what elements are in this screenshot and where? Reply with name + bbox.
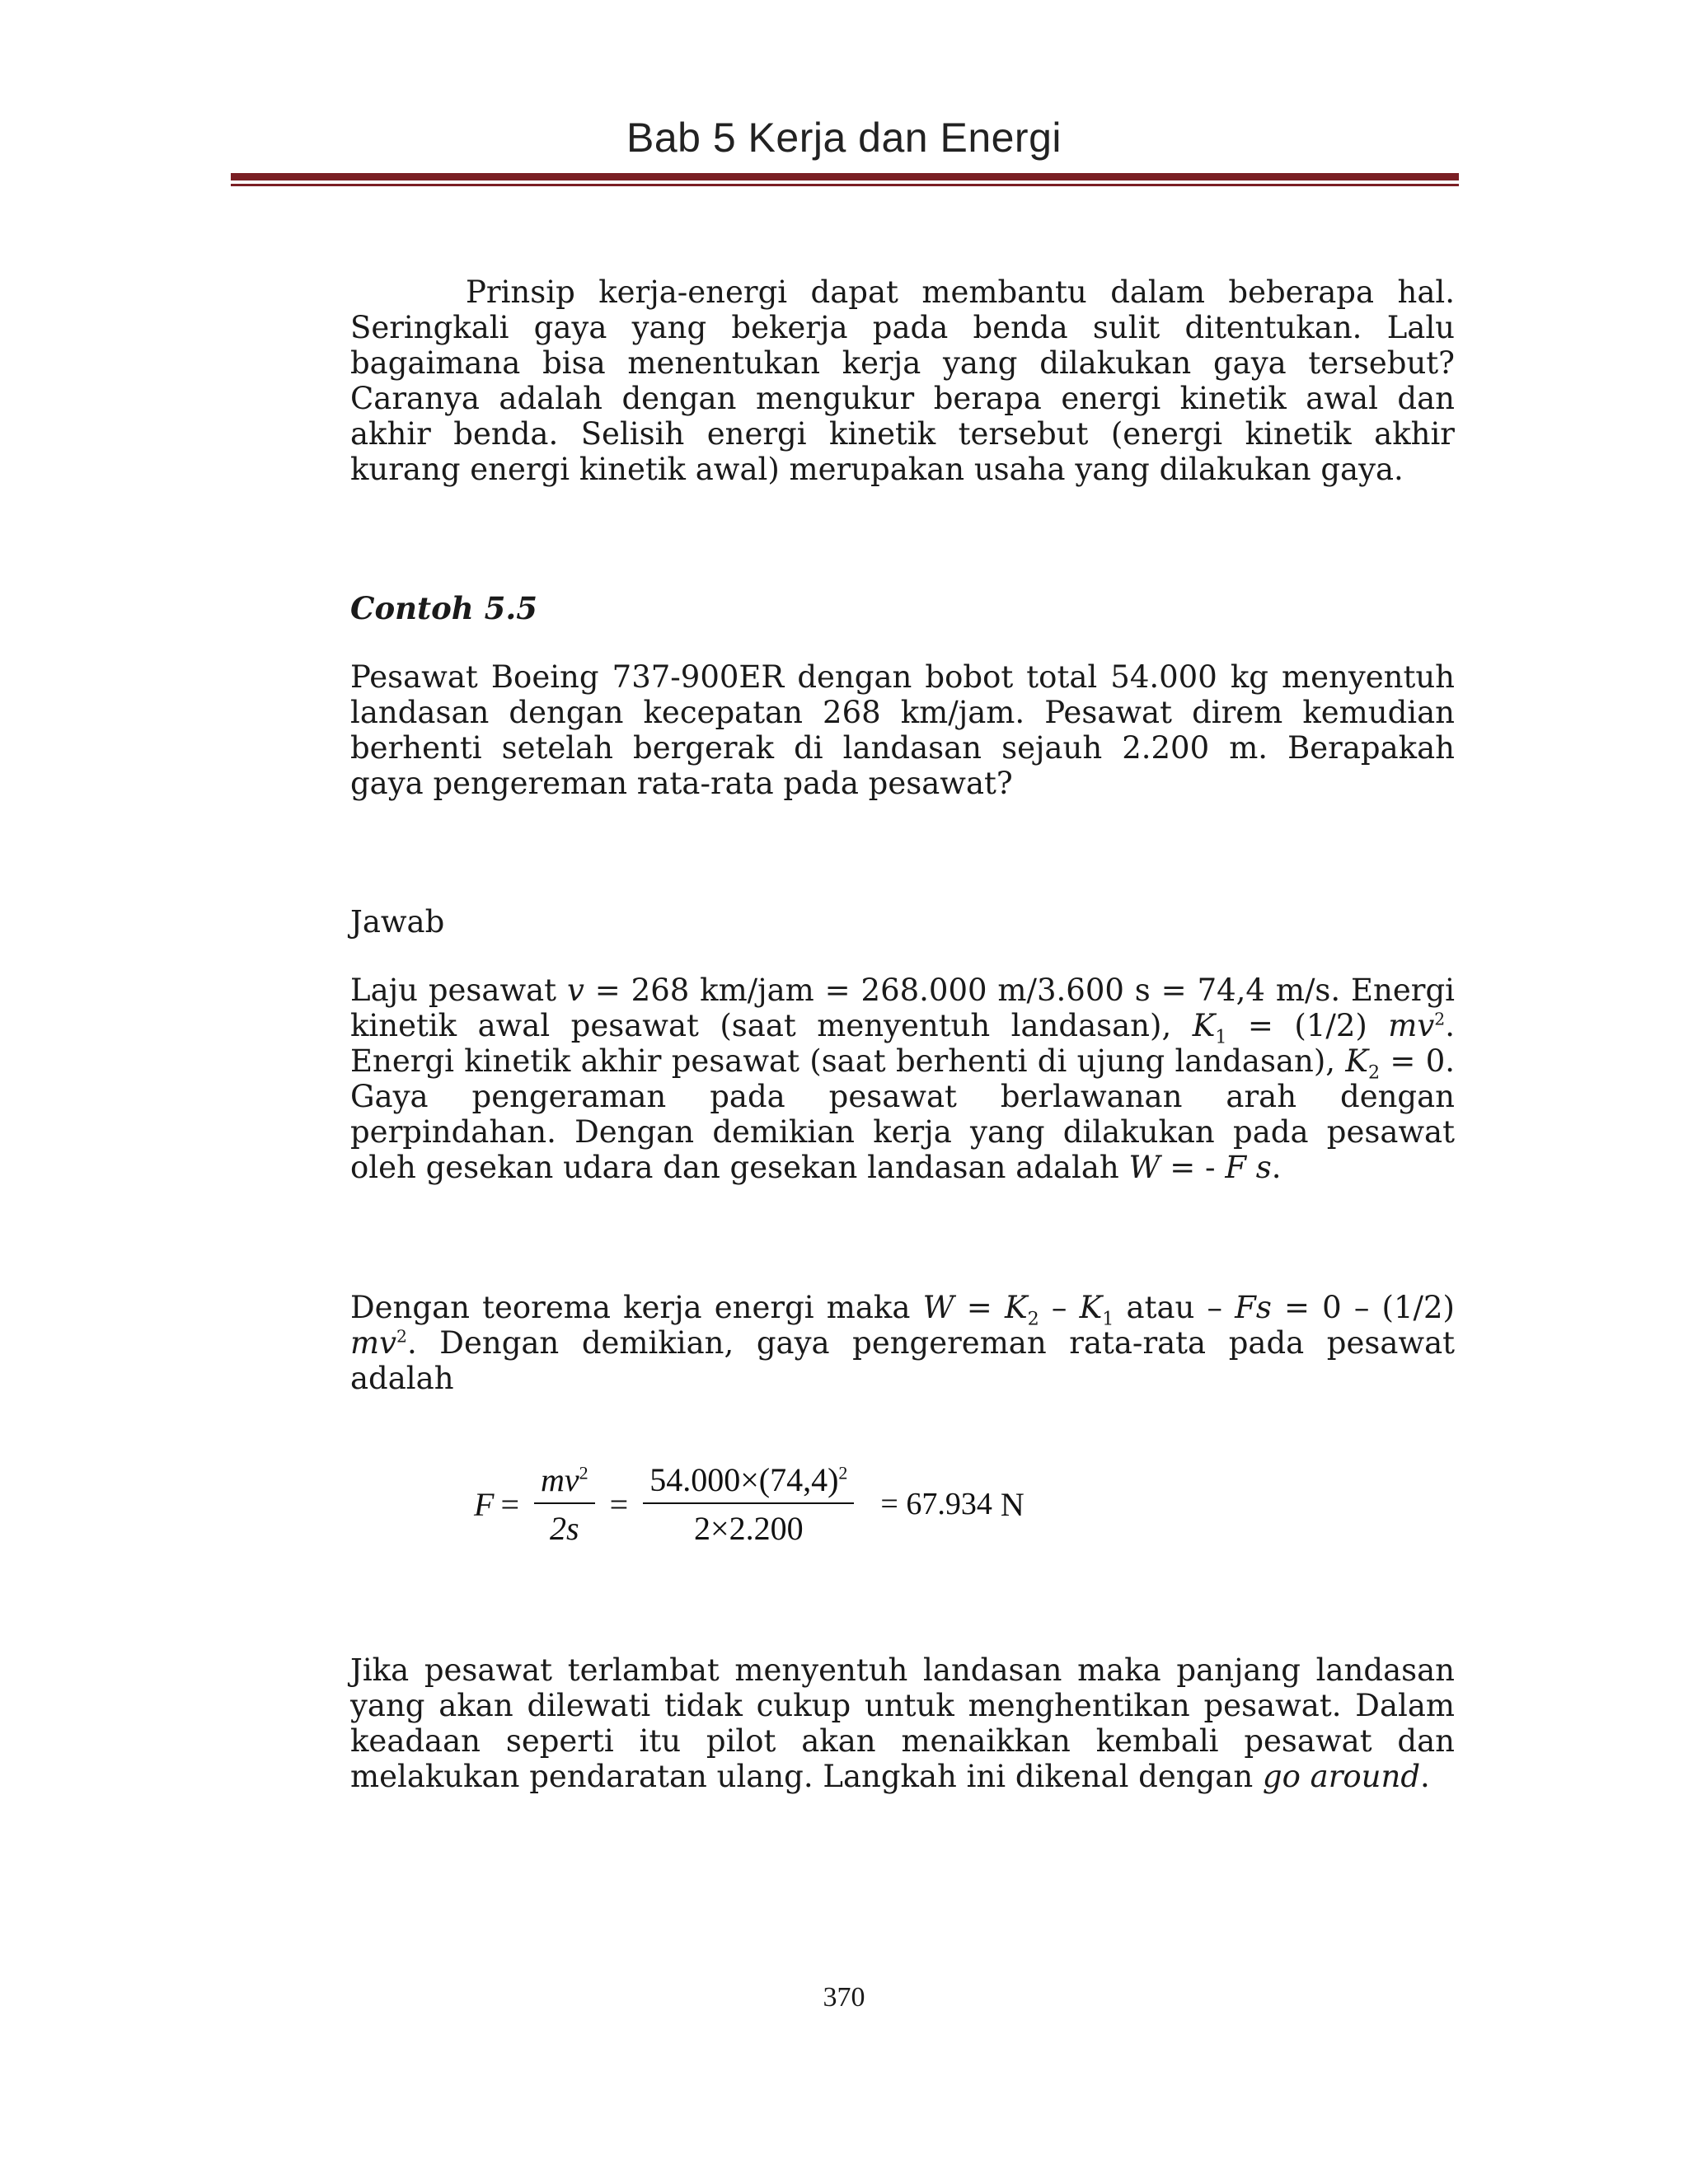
fraction-symbolic-numerator: $mv^2$ — [534, 1460, 595, 1504]
header-rule-thin — [231, 184, 1459, 186]
fraction-symbolic — [534, 1460, 595, 1548]
answer-paragraph-2: Dengan teorema kerja energi maka $W = K_2 - K_1$ atau – Fs = 0 – (1/2) $mv^2$. Dengan demikian, gaya pengereman rata-rata pada pesawat adalah — [350, 1290, 1455, 1396]
answer-paragraph-1: Laju pesawat v = 268 km/jam = 268.000 m/3.600 s = 74,4 m/s. Energi kinetik awal pesawat (saat menyentuh landasan), $K_1 = (1/2)$ $mv^2$. Energi kinetik akhir pesawat (saat berhenti di ujung landasan), $K_2 = 0$. Gaya pengeraman pada pesawat berlawanan arah dengan perpindahan. Dengan demikian kerja yang dilakukan pada pesawat oleh gesekan udara dan gesekan landasan adalah W = - F s. — [350, 972, 1456, 1185]
equation-lhs: F — [474, 1485, 495, 1523]
equation-result: = 67.934 — [880, 1487, 992, 1521]
fraction-symbolic-denominator: 2s — [550, 1510, 579, 1547]
braking-force-equation — [474, 1459, 1025, 1549]
fraction-numeric-denominator: 2×2.200 — [694, 1510, 804, 1547]
answer-label: Jawab — [350, 904, 445, 940]
page-number: 370 — [823, 1982, 865, 2013]
example-problem: Pesawat Boeing 737-900ER dengan bobot total 54.000 kg menyentuh landasan dengan kecepatan 268 km/jam. Pesawat direm kemudian berhenti setelah bergerak di landasan sejauh 2.200 m. Berapakah gaya pengereman rata-rata pada pesawat? — [350, 659, 1455, 801]
chapter-header-title: Bab 5 Kerja dan Energi — [626, 115, 1062, 161]
final-paragraph: Jika pesawat terlambat menyentuh landasan maka panjang landasan yang akan dilewati tidak cukup untuk menghentikan pesawat. Dalam keadaan seperti itu pilot akan menaikkan kembali pesawat dan melakukan pendaratan ulang. Langkah ini dikenal dengan go around. — [350, 1652, 1455, 1794]
equation-unit: N — [1000, 1485, 1025, 1523]
fraction-numeric-numerator: $54.000\times(74,4)^2$ — [643, 1460, 854, 1504]
equation-equals-1: = — [500, 1485, 519, 1523]
intro-paragraph: Prinsip kerja-energi dapat membantu dalam beberapa hal. Seringkali gaya yang bekerja pada benda sulit ditentukan. Lalu bagaimana bisa menentukan kerja yang dilakukan gaya tersebut? Caranya adalah dengan mengukur berapa energi kinetik awal dan akhir benda. Selisih energi kinetik tersebut (energi kinetik akhir kurang energi kinetik awal) merupakan usaha yang dilakukan gaya. — [350, 274, 1455, 487]
fraction-numeric — [643, 1460, 854, 1548]
equation-equals-2: = — [609, 1485, 629, 1523]
header-rule-thick — [231, 173, 1459, 180]
example-title: Contoh 5.5 — [350, 590, 537, 626]
